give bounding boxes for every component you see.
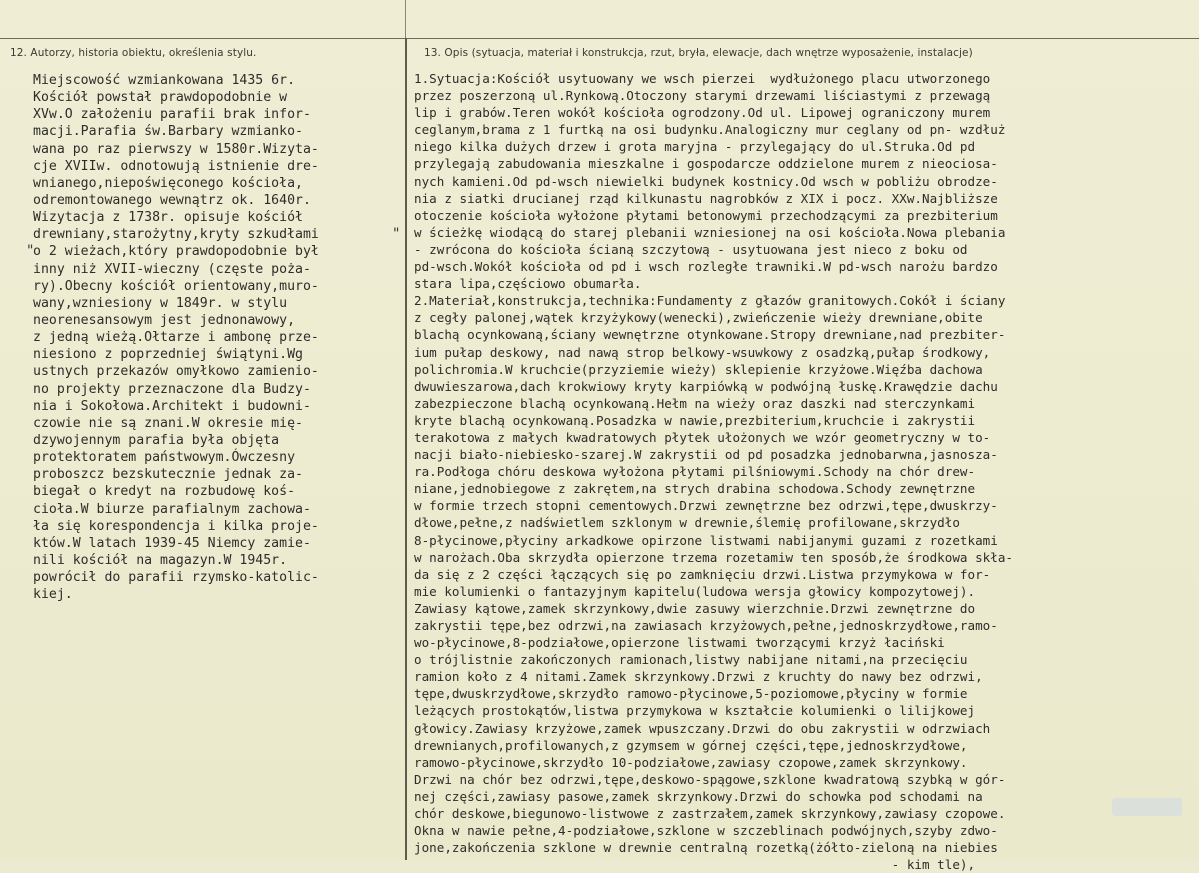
text-line: przez poszerzoną ul.Rynkową.Otoczony starymi drzewami liściastymi z przewagą bbox=[414, 88, 991, 104]
section-13-header: 13. Opis (sytuacja, materiał i konstrukcja, rzut, bryła, elewacje, dach wnętrze wyposażenie, instalacje) bbox=[424, 47, 973, 59]
text-line: - kim tle), bbox=[414, 857, 976, 873]
text-line: ramowo-płycinowe,skrzydło 10-podziałowe,zawiasy czopowe,zamek skrzynkowy. bbox=[414, 754, 968, 770]
text-line: dzywojennym parafia była objęta bbox=[33, 432, 280, 448]
text-line: ra.Podłoga chóru deskowa wyłożona płytami pilśniowymi.Schody na chór drew- bbox=[414, 464, 976, 480]
text-line: ramion koło z 4 nitami.Zamek skrzynkowy.Drzwi z kruchty do nawy bez odrzwi, bbox=[414, 669, 983, 685]
text-line: 8-płycinowe,płyciny arkadkowe opirzone listwami nabijanymi guzami z rozetkami bbox=[414, 532, 998, 548]
text-line: w narożach.Oba skrzydła opierzone trzema rozetamiw ten sposób,że środkowa skła- bbox=[414, 549, 1013, 565]
text-line: z cegły palonej,wątek krzyżykowy(wenecki),zwieńczenie wieży drewniane,obite bbox=[414, 310, 983, 326]
text-line: drewniany,starożytny,kryty szkudłami bbox=[33, 227, 319, 243]
text-line: ry).Obecny kościół orientowany,muro- bbox=[33, 278, 319, 294]
text-line: leżących prostokątów,listwa przymykowa w kształcie kolumienki o lilijkowej bbox=[414, 703, 976, 719]
text-line: stara lipa,częściowo obumarła. bbox=[414, 276, 642, 292]
text-line: zakrystii tępe,bez odrzwi,na zawiasach krzyżowych,pełne,jednoskrzydłowe,ramo- bbox=[414, 618, 998, 633]
text-line: ceglanym,brama z 1 furtką na osi budynku.Analogiczny mur ceglany od pn- wzdłuż bbox=[414, 122, 1006, 138]
text-line: wnianego,niepoświęconego kościoła, bbox=[33, 175, 303, 191]
text-line: cioła.W biurze parafialnym zachowa- bbox=[33, 501, 311, 517]
text-line: terakotowa z małych kwadratowych płytek ułożonych we wzór geometryczny w to- bbox=[414, 429, 991, 445]
text-line: pd-wsch.Wokół kościoła od pd i wsch rozległe trawniki.W pd-wsch narożu bardzo bbox=[414, 259, 998, 275]
text-line: dwuwieszarowa,dach krokwiowy kryty karpiówką w podwójną łuskę.Krawędzie dachu bbox=[414, 378, 998, 394]
section-12-header: 12. Autorzy, historia obiektu, określenia stylu. bbox=[10, 47, 257, 59]
description-text bbox=[414, 70, 1013, 873]
text-line: odremontowanego wewnątrz ok. 1640r. bbox=[33, 192, 311, 208]
text-line: lip i grabów.Teren wokół kościoła ogrodzony.Od ul. Lipowej ograniczony murem bbox=[414, 105, 991, 121]
text-line: ium pułap deskowy, nad nawą strop belkowy-wsuwkowy z osadzką,pułap środkowy, bbox=[414, 344, 991, 360]
text-line: kiej. bbox=[33, 587, 73, 603]
text-line: inny niż XVII-wieczny (częste poża- bbox=[33, 261, 311, 277]
text-line: mie kolumienki o fantazyjnym kapitelu(ludowa wersja głowicy kompozytowej). bbox=[414, 583, 976, 599]
text-line: wo-płycinowe,8-podziałowe,opierzone listwami tworzącymi krzyż łaciński bbox=[414, 635, 945, 651]
text-line: chór deskowe,biegunowo-listwowe z zastrzałem,zamek skrzynkowy,zawiasy czopowe. bbox=[414, 806, 1006, 822]
text-line: o trójlistnie zakończonych ramionach,listwy nabijane nitami,na przecięciu bbox=[414, 652, 968, 668]
text-line: kryte blachą ocynkowaną.Posadzka w nawie,prezbiterium,kruchcie i zakrystii bbox=[414, 412, 976, 428]
text-line: niesiono z poprzedniej świątyni.Wg bbox=[33, 347, 303, 363]
text-line: przylegają zabudowania mieszkalne i gospodarcze oddzielone murem z nieociosa- bbox=[414, 156, 998, 172]
text-line: nili kościół na magazyn.W 1945r. bbox=[33, 552, 288, 568]
text-line: głowicy.Zawiasy krzyżowe,zamek wpuszczany.Drzwi do obu zakrystii w odrzwiach bbox=[414, 720, 991, 736]
header-rule bbox=[0, 38, 1199, 39]
text-line: w formie trzech stopni cementowych.Drzwi zewnętrzne bez odrzwi,tępe,dwuskrzy- bbox=[414, 498, 998, 514]
text-line: neorenesansowym jest jednonawowy, bbox=[33, 312, 296, 328]
ink-stain bbox=[1112, 798, 1182, 816]
text-line: Wizytacja z 1738r. opisuje kościół bbox=[33, 210, 303, 226]
text-line: - zwrócona do kościoła ścianą szczytową - usytuowana jest nieco z boku od bbox=[414, 241, 968, 257]
column-divider bbox=[405, 38, 407, 860]
text-line: Drzwi na chór bez odrzwi,tępe,deskowo-spągowe,szklone kwadratową szybką w gór- bbox=[414, 771, 1006, 787]
text-line: czowie nie są znani.W okresie mię- bbox=[33, 415, 303, 431]
text-line: któw.W latach 1939-45 Niemcy zamie- bbox=[33, 535, 311, 551]
column-divider-top bbox=[405, 0, 406, 38]
text-line: biegał o kredyt na rozbudowę koś- bbox=[33, 484, 296, 500]
text-line: tępe,dwuskrzydłowe,skrzydło ramowo-płycinowe,5-poziomowe,płyciny w formie bbox=[414, 686, 968, 702]
text-line: nia z siatki drucianej rząd kilkunastu nagrobków z XIX i pocz. XXw.Najbliższe bbox=[414, 190, 998, 206]
text-line: powrócił do parafii rzymsko-katolic- bbox=[33, 570, 319, 586]
text-line: w ścieżkę wiodącą do starej plebanii wzniesionej na osi kościoła.Nowa plebania bbox=[414, 224, 1006, 240]
text-line: polichromia.W kruchcie(przyziemie wieży) sklepienie krzyżowe.Więźba dachowa bbox=[414, 361, 983, 377]
text-line: nacji biało-niebiesko-szarej.W zakrystii od pd posadzka jednobarwna,jasnosza- bbox=[414, 447, 998, 463]
text-line: proboszcz bezskutecznie jednak za- bbox=[33, 467, 303, 483]
text-line: Zawiasy kątowe,zamek skrzynkowy,dwie zasuwy wierzchnie.Drzwi zewnętrzne do bbox=[414, 600, 976, 616]
text-line: drewnianych,profilowanych,z gzymsem w górnej części,tępe,jednoskrzydłowe, bbox=[414, 737, 968, 753]
text-line: nia i Sokołowa.Architekt i budowni- bbox=[33, 398, 311, 414]
text-line: otoczenie kościoła wyłożone płytami betonowymi przechodzącymi za prezbiterium bbox=[414, 207, 998, 223]
text-line: jone,zakończenia szklone w drewnie centralną rozetką(żółto-zieloną na niebies bbox=[414, 840, 998, 856]
text-line: no projekty przeznaczone dla Budzy- bbox=[33, 381, 311, 397]
text-line: nej części,zawiasy pasowe,zamek skrzynkowy.Drzwi do schowka pod schodami na bbox=[414, 788, 983, 804]
text-line: dłowe,pełne,z nadświetlem szklonym w drewnie,ślemię profilowane,skrzydło bbox=[414, 515, 960, 531]
history-text bbox=[33, 72, 319, 603]
margin-quote-mark-1: " bbox=[392, 226, 401, 242]
text-line: XVw.O założeniu parafii brak infor- bbox=[33, 107, 311, 123]
text-line: nych kamieni.Od pd-wsch niewielki budynek kostnicy.Od wsch w pobliżu obrodze- bbox=[414, 173, 998, 189]
text-line: o 2 wieżach,który prawdopodobnie był bbox=[33, 244, 319, 260]
text-line: niane,jednobiegowe z zakrętem,na strych drabina schodowa.Schody zewnętrzne bbox=[414, 481, 976, 497]
text-line: zabezpieczone blachą ocynkowaną.Hełm na wieży oraz daszki nad sterczynkami bbox=[414, 395, 976, 411]
margin-quote-mark-2: " bbox=[26, 243, 35, 259]
text-line: Kościół powstał prawdopodobnie w bbox=[33, 90, 288, 106]
text-line: protektoratem państwowym.Ówczesny bbox=[33, 450, 296, 466]
text-line: da się z 2 części łączących się po zamknięciu drzwi.Listwa przymykowa w for- bbox=[414, 566, 991, 582]
text-line: macji.Parafia św.Barbary wzmianko- bbox=[33, 124, 303, 140]
text-line: 1.Sytuacja:Kościół usytuowany we wsch pierzei wydłużonego placu utworzonego bbox=[414, 71, 991, 86]
text-line: ustnych przekazów omyłkowo zamienio- bbox=[33, 364, 319, 380]
text-line: blachą ocynkowaną,ściany wewnętrzne otynkowane.Stropy drewniane,nad prezbiter- bbox=[414, 327, 1006, 343]
text-line: niego kilka dużych drzew i grota maryjna - przylegający do ul.Struka.Od pd bbox=[414, 139, 976, 155]
text-line: ła się korespondencja i kilka proje- bbox=[33, 518, 319, 534]
text-line: Miejscowość wzmiankowana 1435 6r. bbox=[33, 73, 296, 88]
text-line: 2.Materiał,konstrukcja,technika:Fundamenty z głazów granitowych.Cokół i ściany bbox=[414, 293, 1006, 309]
text-line: wany,wzniesiony w 1849r. w stylu bbox=[33, 295, 288, 311]
text-line: cje XVIIw. odnotowują istnienie dre- bbox=[33, 158, 319, 174]
text-line: wana po raz pierwszy w 1580r.Wizyta- bbox=[33, 141, 319, 157]
text-line: Okna w nawie pełne,4-podziałowe,szklone w szczeblinach podwójnych,szyby zdwo- bbox=[414, 823, 998, 839]
text-line: z jedną wieżą.Ołtarze i ambonę prze- bbox=[33, 330, 319, 346]
